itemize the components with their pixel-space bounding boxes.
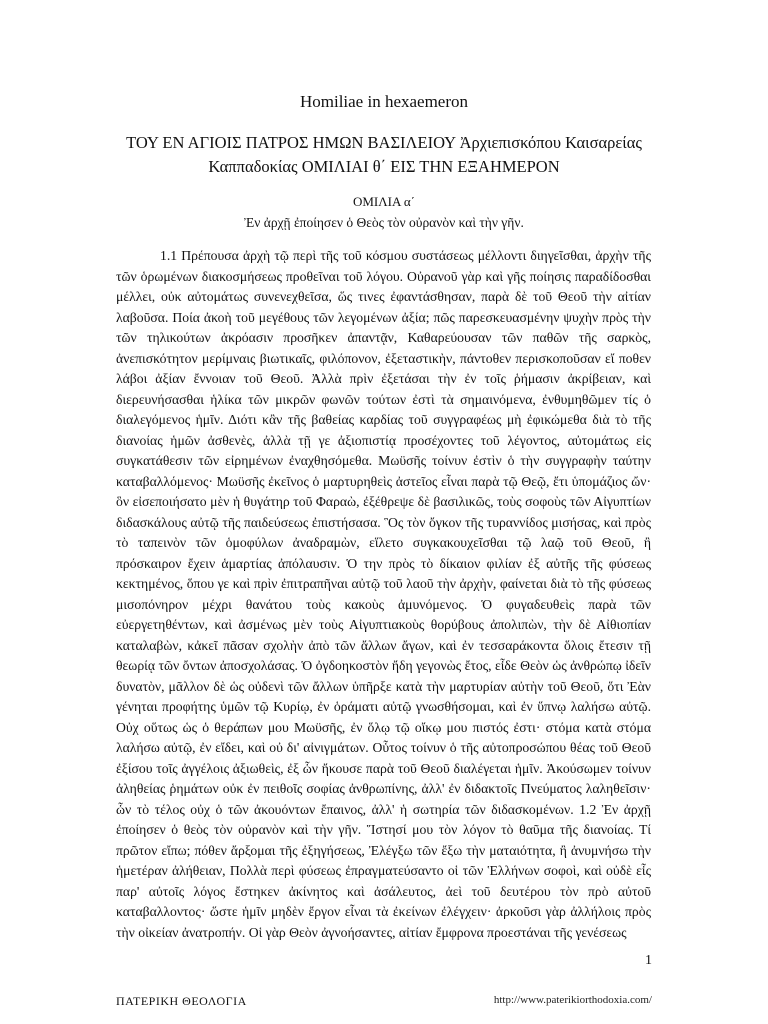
opening-verse: Ἐν ἀρχῇ ἐποίησεν ὁ Θεὸς τὸν οὐρανὸν καὶ τὴν γῆν. xyxy=(244,215,524,230)
footer-publication-name: ΠΑΤΕΡΙΚΗ ΘΕΟΛΟΓΙΑ xyxy=(116,994,247,1008)
main-heading: ΤΟΥ ΕΝ ΑΓΙΟΙΣ ΠΑΤΡΟΣ ΗΜΩΝ ΒΑΣΙΛΕΙΟΥ Ἀρχιεπισκόπου Καισαρείας Καππαδοκίας ΟΜΙΛΙΑΙ θ΄ ΕΙΣ ΤΗΝ ΕΞΑΗΜΕΡΟΝ xyxy=(126,133,642,176)
homily-label: ΟΜΙΛΙΑ α΄ xyxy=(352,194,416,209)
page-number: 1 xyxy=(645,953,652,968)
footer-url-link[interactable]: http://www.paterikiorthodoxia.com/ xyxy=(493,994,652,1006)
body-paragraph: 1.1 Πρέπουσα ἀρχὴ τῷ περὶ τῆς τοῦ κόσμου συστάσεως μέλλοντι διηγεῖσθαι, ἀρχὴν τῆς τῶν ὁρωμένων διακοσμήσεως προθεῖναι τοῦ λόγου. Οὐρανοῦ γὰρ καὶ γῆς ποίησις παραδίδοσθαι μέλλει, οὐκ αὐτομάτως συνενεχθεῖσα, ὥς τινες ἐφαντάσθησαν, παρὰ δὲ τοῦ Θεοῦ τὴν αἰτίαν λαβοῦσα. Ποία ἀκοὴ τοῦ μεγέθους τῶν λεγομένων ἀξία; πῶς παρεσκευασμένην ψυχὴν πρὸς τὴν τῶν τηλικούτων ἀκρόασιν προσῆκεν ἀπαντᾷν, Καθαρεύουσαν τῶν παθῶν τῆς σαρκὸς, ἀνεπισκότητον μερίμναις βιωτικαῖς, φιλόπονον, ἐξεταστικὴν, πάντοθεν περισκοποῦσαν εἴ ποθεν λάβοι ἀξίαν ἔννοιαν τοῦ Θεοῦ. Ἀλλὰ πρὶν ἐξετάσαι τὴν ἐν τοῖς ῥήμασιν ἀκρίβειαν, καὶ διερευνήσασθαι ἡλίκα τῶν μικρῶν φωνῶν τούτων ἐστὶ τὰ σημαινόμενα, ἐνθυμηθῶμεν τίς ὁ διαλεγόμενος ἡμῖν. Διότι κἂν τῆς βαθείας καρδίας τοῦ συγγραφέως μὴ ἐφικώμεθα διὰ τὸ τῆς διανοίας ἡμῶν ἀσθενὲς, ἀλλὰ τῇ γε ἀξιοπιστίᾳ προσέχοντες τοῦ λέγοντος, αὐτομάτως εἰς συγκατάθεσιν τῶν εἰρημένων ἐναχθησόμεθα. Μωϋσῆς τοίνυν ἐστὶν ὁ τὴν συγγραφὴν ταύτην καταβαλλόμενος· Μωϋσῆς ἐκεῖνος ὁ μαρτυρηθεὶς ἀστεῖος εἶναι παρὰ τῷ Θεῷ, ἔτι ὑπομάζιος ὤν· ὃν εἰσεποιήσατο μὲν ἡ θυγάτηρ τοῦ Φαραὼ, ἐξέθρεψε δὲ βασιλικῶς, τοὺς σοφοὺς τῶν Αἰγυπτίων διδασκάλους αὐτῷ τῆς παιδεύσεως ἐπιστήσασα. Ὃς τὸν ὄγκον τῆς τυραννίδος μισήσας, καὶ πρὸς τὸ ταπεινὸν τῶν ὁμοφύλων ἀναδραμὼν, εἵλετο συγκακουχεῖσθαι τῷ λαῷ τοῦ Θεοῦ, ἢ πρόσκαιρον ἔχειν ἁμαρτίας ἀπόλαυσιν. Ὁ την πρὸς τὸ δίκαιον φιλίαν ἐξ αὐτῆς τῆς φύσεως κεκτημένος, ὅπου γε καὶ πρὶν ἐπιτραπῆναι αὐτῷ τοῦ λαοῦ τὴν ἀρχὴν, φαίνεται διὰ τὸ τῆς φύσεως μισοπόνηρον μέχρι θανάτου τοὺς κακοὺς ἀμυνόμενος. Ὁ φυγαδευθεὶς παρὰ τῶν εὐεργετηθέντων, καὶ ἀσμένως μὲν τοὺς Αἰγυπτιακοὺς θορύβους ἀπολιπὼν, τὴν δὲ Αἰθιοπίαν καταλαβὼν, κἀκεῖ πᾶσαν σχολὴν ἀπὸ τῶν ἄλλων ἄγων, καὶ ἐν τεσσαράκοντα ὅλοις ἔτεσιν τῇ θεωρίᾳ τῶν ὄντων ἀποσχολάσας. Ὁ ὀγδοηκοστὸν ἤδη γεγονὼς ἔτος, εἶδε Θεὸν ὡς ἀνθρώπῳ ἰδεῖν δυνατὸν, μᾶλλον δὲ ὡς οὐδενὶ τῶν ἄλλων ὑπῆρξε κατὰ τὴν μαρτυρίαν αὐτὴν τοῦ Θεοῦ, ὅτι Ἐὰν γένηται προφήτης ὑμῶν τῷ Κυρίῳ, ἐν ὁράματι αὐτῷ γνωσθήσομαι, καὶ ἐν ὕπνῳ λαλήσω αὐτῷ. Οὐχ οὕτως ὡς ὁ θεράπων μου Μωϋσῆς, ἐν ὅλῳ τῷ οἴκῳ μου πιστός ἐστι· στόμα κατὰ στόμα λαλήσω αὐτῷ, ἐν εἴδει, καὶ οὐ δι' αἰνιγμάτων. Οὗτος τοίνυν ὁ τῆς αὐτοπροσώπου θέας τοῦ Θεοῦ ἐξίσου τοῖς ἀγγέλοις ἀξιωθεὶς, ἐξ ὧν ἤκουσε παρὰ τοῦ Θεοῦ διαλέγεται ἡμῖν. Ἀκούσωμεν τοίνυν ἀληθείας ῥημάτων οὐκ ἐν πειθοῖς σοφίας ἀνθρωπίνης, ἀλλ' ἐν διδακτοῖς Πνεύματος λαληθεῖσιν· ὧν τὸ τέλος οὐχ ὁ τῶν ἀκουόντων ἔπαινος, ἀλλ' ἡ σωτηρία τῶν διδασκομένων. 1.2 Ἐν ἀρχῇ ἐποίησεν ὁ θεὸς τὸν οὐρανὸν καὶ τὴν γῆν. Ἵστησί μου τὸν λόγον τὸ θαῦμα τῆς διανοίας. Τί πρῶτον εἴπω; πόθεν ἄρξομαι τῆς ἐξηγήσεως, Ἐλέγξω τῶν ἔξω τὴν ματαιότητα, ἢ ἀνυμνήσω τὴν ἡμετέραν ἀλήθειαν, Πολλὰ περὶ φύσεως ἐπραγματεύσαντο οἱ τῶν Ἑλλήνων σοφοὶ, καὶ οὐδὲ εἷς παρ' αὐτοῖς λόγος ἔστηκεν ἀκίνητος καὶ ἀσάλευτος, ἀεὶ τοῦ δευτέρου τὸν πρὸ αὐτοῦ καταβαλλοντος· ὥστε ἡμῖν μηδὲν ἔργον εἶναι τὰ ἐκείνων ἐλέγχειν· ἀρκοῦσι γὰρ ἀλλήλοις πρὸς τὴν οἰκείαν ἀνατροπήν. Οἱ γὰρ Θεὸν ἀγνοήσαντες, αἰτίαν ἔμφρονα προεστάναι τῆς γενέσεως xyxy=(116,248,651,940)
document-title: Homiliae in hexaemeron xyxy=(299,92,469,111)
